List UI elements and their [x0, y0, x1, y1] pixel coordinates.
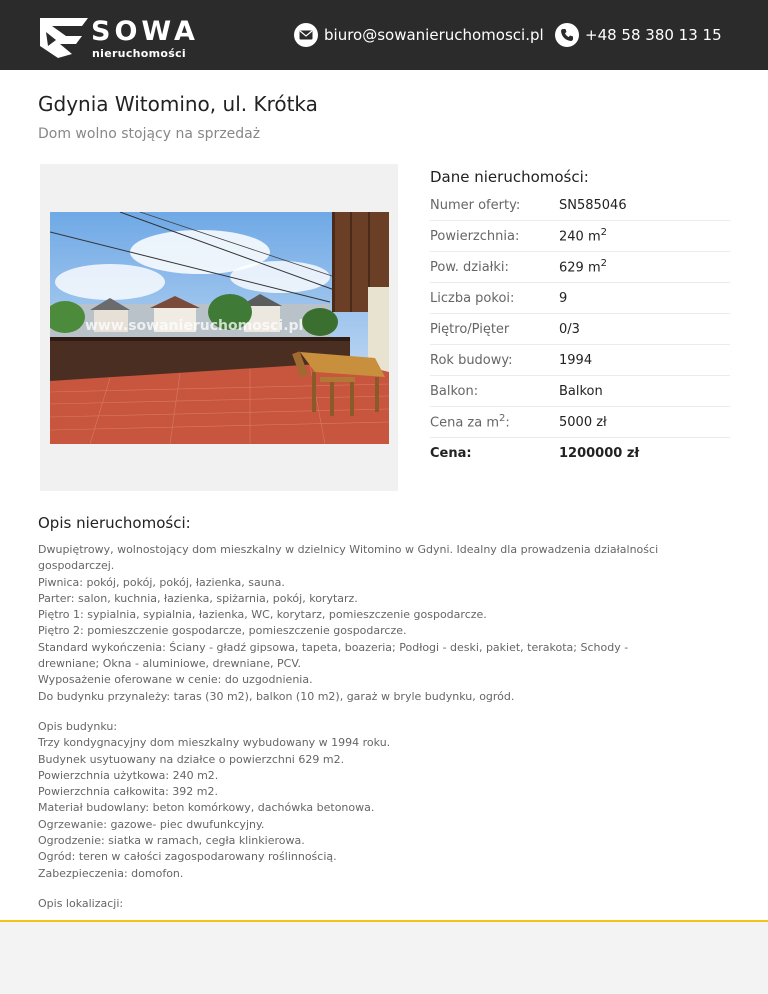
desc-line: Wyposażenie oferowane w cenie: do uzgodnienia.: [38, 673, 313, 687]
desc-line: Piętro 2: pomieszczenie gospodarcze, pomieszczenie gospodarcze.: [38, 624, 407, 638]
detail-value: SN585046: [559, 197, 627, 213]
site-header: [0, 0, 768, 70]
desc-line: Parter: salon, kuchnia, łazienka, spiżarnia, pokój, korytarz.: [38, 591, 358, 605]
price-value: 1200000 zł: [559, 445, 640, 461]
logo-tagline: nieruchomości: [92, 47, 186, 60]
detail-label: Balkon:: [430, 383, 479, 399]
detail-row-price-per-m2: [430, 407, 730, 438]
desc-line: Dwupiętrowy, wolnostojący dom mieszkalny w dzielnicy Witomino w Gdyni. Idealny dla prowadzenia działalności: [38, 543, 659, 556]
desc-line: Piwnica: pokój, pokój, pokój, łazienka, sauna.: [38, 575, 285, 589]
photo-watermark: www.sowanieruchomosci.pl: [85, 318, 304, 334]
detail-label: Piętro/Pięter: [430, 321, 510, 337]
desc-line: Powierzchnia użytkowa: 240 m2.: [38, 768, 219, 782]
price-label: Cena:: [430, 445, 472, 461]
listing-subtitle: Dom wolno stojący na sprzedaż: [38, 126, 261, 142]
detail-label: Numer oferty:: [430, 197, 521, 213]
detail-label: Powierzchnia:: [430, 228, 520, 244]
logo-wordmark: SOWA: [91, 16, 199, 47]
detail-row-floor: [430, 314, 730, 345]
details-heading: Dane nieruchomości:: [430, 168, 589, 186]
detail-row-area: [430, 221, 730, 252]
desc-line: drewniane; Okna - aluminiowe, drewniane, PCV.: [38, 657, 301, 671]
desc-line: Powierzchnia całkowita: 392 m2.: [38, 785, 219, 799]
owl-logo-icon: [38, 16, 90, 60]
desc-line: Ogród: teren w całości zagospodarowany roślinnością.: [38, 850, 337, 864]
detail-label: Rok budowy:: [430, 352, 513, 368]
desc-line: gospodarczej.: [38, 559, 115, 573]
desc-line: Standard wykończenia: Ściany - gładź gipsowa, tapeta, boazeria; Podłogi - deski, pakiet, terakota; Schody -: [38, 640, 629, 654]
detail-row-rooms: [430, 283, 730, 314]
detail-row-offer-number: [430, 190, 730, 221]
email-contact[interactable]: [294, 22, 544, 48]
detail-label: Liczba pokoi:: [430, 290, 515, 306]
desc-line: Do budynku przynależy: taras (30 m2), balkon (10 m2), garaż w bryle budynku, ogród.: [38, 689, 515, 703]
desc-line: Trzy kondygnacyjny dom mieszkalny wybudowany w 1994 roku.: [38, 736, 391, 750]
listing-title: Gdynia Witomino, ul. Krótka: [38, 92, 318, 116]
desc-line: Piętro 1: sypialnia, sypialnia, łazienka, WC, korytarz, pomieszczenie gospodarcze.: [38, 608, 487, 622]
desc-line: Materiał budowlany: beton komórkowy, dachówka betonowa.: [38, 801, 375, 815]
detail-label: Pow. działki:: [430, 259, 509, 275]
page-footer: [0, 922, 768, 994]
detail-value: 0/3: [559, 321, 580, 337]
detail-value: 1994: [559, 352, 593, 368]
desc-line: Zabezpieczenia: domofon.: [38, 866, 184, 880]
detail-row-price: [430, 438, 730, 468]
detail-row-year-built: [430, 345, 730, 376]
detail-row-plot-area: [430, 252, 730, 283]
phone-icon: [555, 23, 579, 47]
phone-link[interactable]: +48 58 380 13 15: [585, 26, 722, 44]
desc-line: Ogrzewanie: gazowe- piec dwufunkcyjny.: [38, 817, 265, 831]
detail-row-balcony: [430, 376, 730, 407]
photo-frame: [40, 164, 398, 491]
desc-line: Ogrodzenie: siatka w ramach, cegła klinkierowa.: [38, 834, 305, 848]
detail-value: 629 $m^2$: [559, 258, 607, 276]
desc-line: Budynek usytuowany na działce o powierzchni 629 m2.: [38, 752, 345, 766]
envelope-icon: [294, 23, 318, 47]
detail-value: 5000 zł: [559, 414, 607, 430]
desc-line: Opis lokalizacji:: [38, 896, 124, 910]
detail-value: 9: [559, 290, 568, 306]
email-link[interactable]: biuro@sowanieruchomosci.pl: [324, 26, 544, 44]
description-body: [38, 542, 728, 912]
property-photo[interactable]: [50, 212, 389, 444]
detail-value: 240 $m^2$: [559, 227, 607, 245]
sowa-logo[interactable]: [38, 16, 199, 62]
detail-value: Balkon: [559, 383, 603, 399]
phone-contact[interactable]: [555, 22, 722, 48]
detail-label: Cena za $m^2$:: [430, 413, 510, 431]
details-table: [430, 190, 730, 468]
desc-line: Opis budynku:: [38, 719, 118, 733]
description-heading: Opis nieruchomości:: [38, 514, 191, 532]
